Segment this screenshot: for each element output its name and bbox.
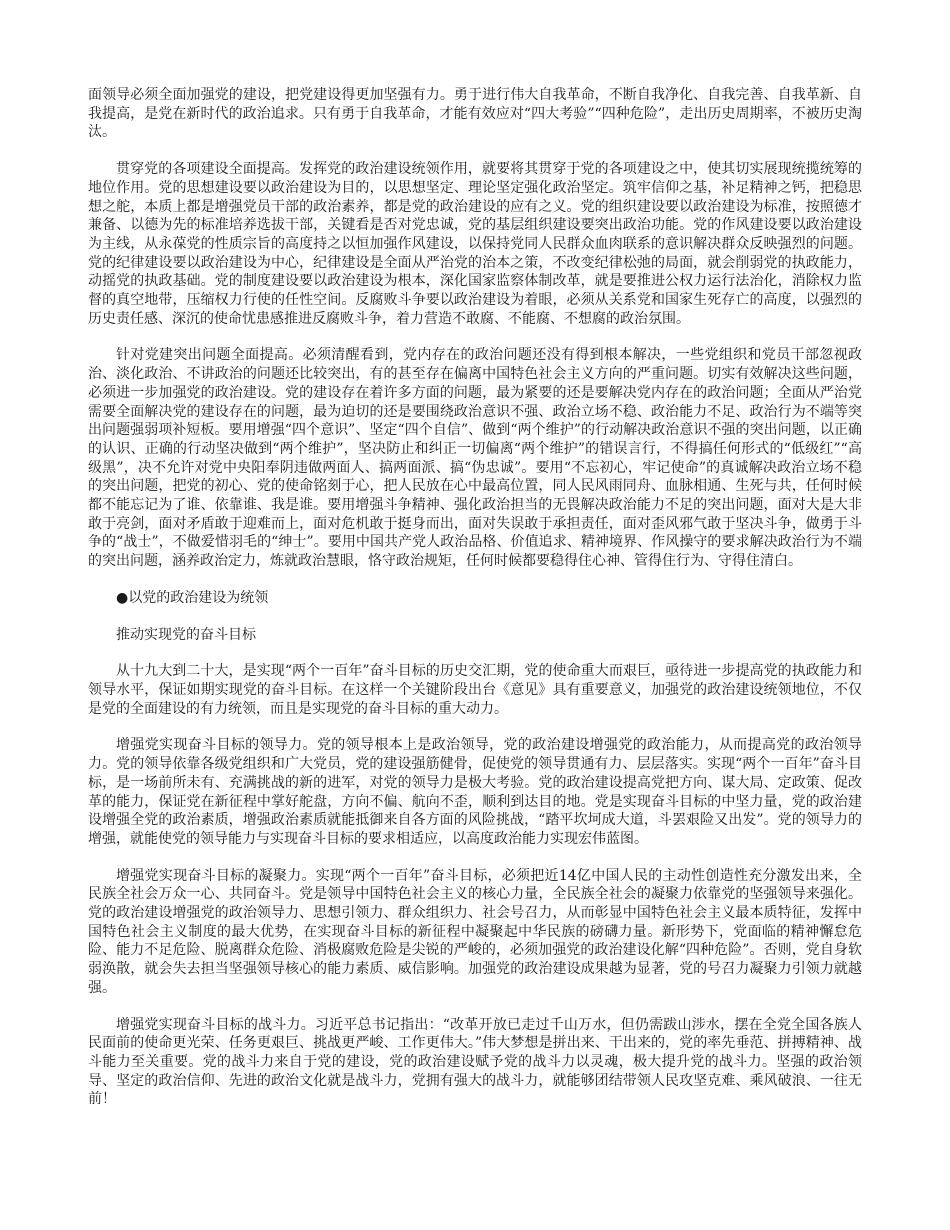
section-subheading: 推动实现党的奋斗目标 [116,626,256,643]
paragraph-historic-period: 从十九大到二十大，是实现“两个一百年”奋斗目标的历史交汇期，党的使命重大而艰巨，亟待进一步提高党的执政能力和领导水平，保证如期实现党的奋斗目标。在这样一个关键阶段出台《意见》具有重要意义，加强党的政治建设统领地位，不仅是党的全面建设的有力统领，而且是实现党的奋斗目标的重大动力。 [88,663,862,717]
document-page [88,86,862,1127]
paragraph-prominent-issues: 针对党建突出问题全面提高。必须清醒看到，党内存在的政治问题还没有得到根本解决，一些党组织和党员干部忽视政治、淡化政治、不讲政治的问题还比较突出，有的甚至存在偏离中国特色社会主义方向的严重问题。切实有效解决这些问题，必须进一步加强党的政治建设。党的建设存在着许多方面的问题，最为紧要的还是要解决党内存在的政治问题；全面从严治党需要全面解决党的建设存在的问题，最为迫切的还是要围绕政治意识不强、政治立场不稳、政治能力不足、政治行为不端等突出问题强弱项补短板。要用增强“四个意识”、坚定“四个自信”、做到“两个维护”的行动解决政治意识不强的突出问题，以正确的认识、正确的行动坚决做到“两个维护”，坚决防止和纠正一切偏离“两个维护”的错误言行，不得搞任何形式的“低级红”“高级黑”，决不允许对党中央阳奉阴违做两面人、搞两面派、搞“伪忠诚”。要用“不忘初心，牢记使命”的真诚解决政治立场不稳的突出问题，把党的初心、党的使命铭刻于心，把人民放在心中最高位置，同人民风雨同舟、血脉相通、生死与共，任何时候都不能忘记为了谁、依靠谁、我是谁。要用增强斗争精神、强化政治担当的无畏解决政治能力不足的突出问题，面对大是大非敢于亮剑，面对矛盾敢于迎难而上，面对危机敢于挺身而出，面对失误敢于承担责任，面对歪风邪气敢于坚决斗争，做勇于斗争的“战士”，不做爱惜羽毛的“绅士”。要用中国共产党人政治品格、价值追求、精神境界、作风操守的要求解决政治行为不端的突出问题，涵养政治定力，炼就政治慧眼，恪守政治规矩，任何时候都要稳得住心神、管得住行为、守得住清白。 [88,347,862,570]
paragraph-leadership: 增强党实现奋斗目标的领导力。党的领导根本上是政治领导，党的政治建设增强党的政治能力，从而提高党的政治领导力。党的领导依靠各级党组织和广大党员，党的建设强筋健骨，促使党的领导贯通有力、层层落实。实现“两个一百年”奋斗目标，是一场前所未有、充满挑战的新的进军，对党的领导力是极大考验。党的政治建设提高党把方向、谋大局、定政策、促改革的能力，保证党在新征程中掌好舵盘，方向不偏、航向不歪，顺利到达目的地。党是实现奋斗目标的中坚力量，党的政治建设增强全党的政治素质，增强政治素质就能抵御来自各方面的风险挑战，“踏平坎坷成大道，斗罢艰险又出发”。党的领导力的增强，就能使党的领导能力与实现奋斗目标的要求相适应，以高度政治能力实现宏伟蓝图。 [88,737,862,847]
paragraph-cohesion: 增强党实现奋斗目标的凝聚力。实现“两个一百年”奋斗目标，必须把近14亿中国人民的主动性创造性充分激发出来，全民族全社会万众一心、共同奋斗。党是领导中国特色社会主义的核心力量，全民族全社会的凝聚力依靠党的坚强领导来强化。党的政治建设增强党的政治领导力、思想引领力、群众组织力、社会号召力，从而彰显中国特色社会主义最本质特征，发挥中国特色社会主义制度的最大优势，在实现奋斗目标的新征程中凝聚起中华民族的磅礴力量。新形势下，党面临的精神懈怠危险、能力不足危险、脱离群众危险、消极腐败危险是尖锐的严峻的，必须加强党的政治建设化解“四种危险”。否则，党自身软弱涣散，就会失去担当坚强领导核心的能力素质、威信影响。加强党的政治建设成果越为显著，党的号召力凝聚力引领力就越强。 [88,867,862,996]
paragraph-continuation: 面领导必须全面加强党的建设，把党建设得更加坚强有力。勇于进行伟大自我革命，不断自我净化、自我完善、自我革新、自我提高，是党在新时代的政治追求。只有勇于自我革命，才能有效应对“四大考验”“四种危险”，走出历史周期率，不被历史淘汰。 [88,87,862,141]
paragraph-party-building: 贯穿党的各项建设全面提高。发挥党的政治建设统领作用，就要将其贯穿于党的各项建设之中，使其切实展现统揽统筹的地位作用。党的思想建设要以政治建设为目的，以思想坚定、理论坚定强化政治坚定。筑牢信仰之基，补足精神之钙，把稳思想之舵，本质上都是增强党员干部的政治素养，都是党的政治建设的应有之义。党的组织建设要以政治建设为标准，按照德才兼备、以德为先的标准培养选拔干部，关键看是否对党忠诚，党的基层组织建设要突出政治功能。党的作风建设要以政治建设为主线，从永葆党的性质宗旨的高度持之以恒加强作风建设，以保持党同人民群众血肉联系的意识解决群众反映强烈的问题。党的纪律建设要以政治建设为中心，纪律建设是全面从严治党的治本之策，不改变纪律松弛的局面，就会削弱党的执政能力，动摇党的执政基础。党的制度建设要以政治建设为根本，深化国家监察体制改革，就是要推进公权力运行法治化，消除权力监督的真空地带，压缩权力行使的任性空间。反腐败斗争要以政治建设为着眼，必须从关系党和国家生死存亡的高度，以强烈的历史责任感、深沉的使命忧患感推进反腐败斗争，着力营造不敢腐、不能腐、不想腐的政治氛围。 [88,161,862,327]
paragraph-combat-power: 增强党实现奋斗目标的战斗力。习近平总书记指出：“改革开放已走过千山万水，但仍需跋山涉水，摆在全党全国各族人民面前的使命更光荣、任务更艰巨、挑战更严峻、工作更伟大。”伟大梦想是拼出来、干出来的，党的率先垂范、拼搏精神、战斗能力至关重要。党的战斗力来自于党的建设，党的政治建设赋予党的战斗力以灵魂，极大提升党的战斗力。坚强的政治领导、坚定的政治信仰、先进的政治文化就是战斗力，党拥有强大的战斗力，就能够团结带领人民攻坚克难、乘风破浪、一往无前！ [88,1016,862,1108]
section-heading: ●以党的政治建设为统领 [116,589,269,606]
